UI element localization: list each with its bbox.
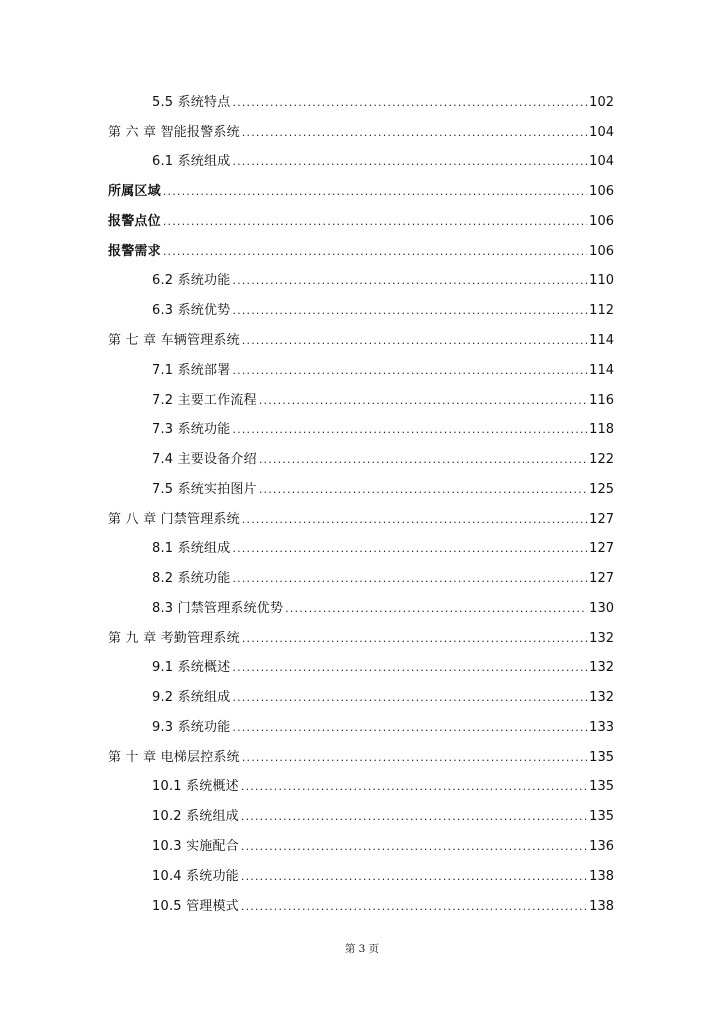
toc-entry-label: 7.2 主要工作流程 (152, 392, 257, 408)
toc-row[interactable] (0, 505, 724, 535)
page-footer (0, 941, 724, 956)
toc-row[interactable] (0, 386, 724, 416)
toc-row[interactable] (0, 654, 724, 684)
toc-entry-label: 7.4 主要设备介绍 (152, 452, 257, 468)
toc-row[interactable] (0, 445, 724, 475)
dot-leader (232, 571, 587, 587)
toc-row[interactable] (0, 564, 724, 594)
toc-page-number: 136 (589, 839, 614, 855)
toc-entry-label: 6.3 系统优势 (152, 303, 231, 319)
toc-row[interactable] (0, 594, 724, 624)
dot-leader (241, 809, 587, 825)
toc-row[interactable] (0, 832, 724, 862)
toc-row[interactable] (0, 415, 724, 445)
toc-entry-label: 6.2 系统功能 (152, 273, 231, 289)
toc-entry-label: 7.3 系统功能 (152, 422, 231, 438)
dot-leader (232, 690, 587, 706)
dot-leader (241, 869, 587, 885)
toc-page-number: 135 (589, 779, 614, 795)
toc-row[interactable] (0, 88, 724, 118)
table-of-contents (0, 88, 724, 921)
dot-leader (232, 720, 587, 736)
toc-row[interactable] (0, 356, 724, 386)
toc-entry-label: 10.4 系统功能 (152, 868, 239, 884)
dot-leader (241, 839, 587, 855)
toc-row[interactable] (0, 802, 724, 832)
toc-entry-label: 10.1 系统概述 (152, 779, 239, 795)
toc-entry-label: 10.3 实施配合 (152, 839, 239, 855)
toc-row[interactable] (0, 743, 724, 773)
toc-entry-label: 9.1 系统概述 (152, 660, 231, 676)
toc-page-number: 118 (589, 422, 614, 438)
toc-page-number: 132 (589, 630, 614, 646)
dot-leader (163, 184, 587, 200)
toc-page-number: 132 (589, 660, 614, 676)
toc-page-number: 102 (589, 94, 614, 110)
dot-leader (241, 899, 587, 915)
toc-chapter-label: 第 十 章 电梯层控系统 (108, 749, 240, 765)
toc-entry-label: 6.1 系统组成 (152, 154, 231, 170)
dot-leader (163, 244, 587, 260)
toc-page-number: 138 (589, 898, 614, 914)
dot-leader (232, 541, 587, 557)
toc-entry-label: 8.1 系统组成 (152, 541, 231, 557)
toc-page-number: 127 (589, 511, 614, 527)
toc-page-number: 135 (589, 749, 614, 765)
toc-entry-label: 10.2 系统组成 (152, 809, 239, 825)
dot-leader (241, 779, 587, 795)
dot-leader (232, 660, 587, 676)
dot-leader (259, 393, 587, 409)
toc-row[interactable] (0, 177, 724, 207)
toc-page-number: 132 (589, 690, 614, 706)
toc-row[interactable] (0, 207, 724, 237)
toc-page-number: 127 (589, 571, 614, 587)
toc-row[interactable] (0, 148, 724, 178)
toc-row[interactable] (0, 624, 724, 654)
toc-chapter-label: 第 六 章 智能报警系统 (108, 124, 240, 140)
toc-page-number: 114 (589, 362, 614, 378)
dot-leader (232, 363, 587, 379)
toc-entry-label: 9.3 系统功能 (152, 719, 231, 735)
page-number-label: 第 3 页 (344, 943, 380, 955)
toc-row[interactable] (0, 773, 724, 803)
toc-page-number: 110 (589, 273, 614, 289)
toc-row[interactable] (0, 237, 724, 267)
dot-leader (242, 333, 587, 349)
toc-page-number: 112 (589, 303, 614, 319)
toc-page-number: 116 (589, 392, 614, 408)
dot-leader (232, 154, 587, 170)
toc-entry-label: 报警点位 (108, 213, 161, 229)
toc-page-number: 106 (589, 213, 614, 229)
toc-row[interactable] (0, 892, 724, 922)
toc-entry-label: 8.2 系统功能 (152, 571, 231, 587)
toc-chapter-label: 第 八 章 门禁管理系统 (108, 511, 240, 527)
dot-leader (285, 601, 587, 617)
toc-entry-label: 8.3 门禁管理系统优势 (152, 600, 284, 616)
toc-entry-label: 报警需求 (108, 243, 161, 259)
dot-leader (242, 631, 587, 647)
dot-leader (259, 482, 587, 498)
toc-entry-label: 7.1 系统部署 (152, 362, 231, 378)
toc-page-number: 122 (589, 452, 614, 468)
toc-entry-label: 7.5 系统实拍图片 (152, 481, 257, 497)
dot-leader (259, 452, 587, 468)
toc-entry-label: 10.5 管理模式 (152, 898, 239, 914)
toc-page-number: 114 (589, 333, 614, 348)
toc-page-number: 104 (589, 154, 614, 170)
toc-page-number: 138 (589, 868, 614, 884)
toc-row[interactable] (0, 267, 724, 297)
toc-page-number: 104 (589, 124, 614, 140)
toc-row[interactable] (0, 534, 724, 564)
dot-leader (232, 95, 587, 111)
toc-row[interactable] (0, 862, 724, 892)
toc-page-number: 106 (589, 243, 614, 259)
dot-leader (163, 214, 587, 230)
toc-row[interactable] (0, 118, 724, 148)
dot-leader (242, 512, 587, 528)
dot-leader (232, 273, 587, 289)
toc-entry-label: 所属区域 (108, 184, 161, 200)
toc-page-number: 127 (589, 541, 614, 557)
dot-leader (232, 422, 587, 438)
toc-chapter-label: 第 七 章 车辆管理系统 (108, 333, 240, 348)
toc-page-number: 125 (589, 481, 614, 497)
dot-leader (242, 125, 587, 141)
dot-leader (232, 303, 587, 319)
toc-page-number: 135 (589, 809, 614, 825)
toc-entry-label: 9.2 系统组成 (152, 690, 231, 706)
toc-page-number: 133 (589, 719, 614, 735)
toc-entry-label: 5.5 系统特点 (152, 94, 231, 110)
toc-row[interactable] (0, 683, 724, 713)
toc-row[interactable] (0, 475, 724, 505)
dot-leader (242, 750, 587, 766)
toc-row[interactable] (0, 326, 724, 356)
toc-row[interactable] (0, 713, 724, 743)
toc-chapter-label: 第 九 章 考勤管理系统 (108, 630, 240, 646)
toc-page-number: 106 (589, 184, 614, 200)
toc-page-number: 130 (589, 600, 614, 616)
toc-row[interactable] (0, 296, 724, 326)
